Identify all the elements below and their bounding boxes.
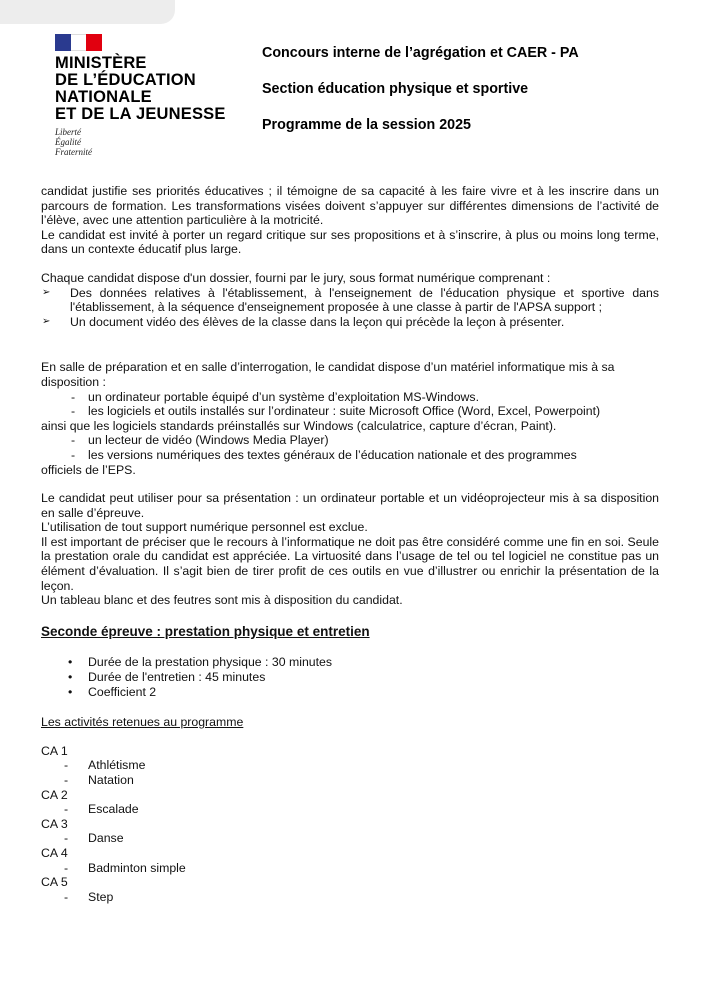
ca-label: CA 4	[41, 845, 68, 860]
document-body	[41, 184, 659, 904]
arrow-bullet-icon: ➢	[42, 315, 51, 327]
ca-label: CA 2	[41, 787, 68, 802]
ca-label: CA 5	[41, 875, 68, 890]
whiteboard-note: Un tableau blanc et des feutres sont mis à disposition du candidat.	[41, 593, 403, 608]
section-title: Section éducation physique et sportive	[262, 81, 529, 97]
arrow-bullet-icon: ➢	[42, 286, 51, 298]
list-item: • Durée de la prestation physique : 30 minutes	[68, 655, 333, 670]
activity-item: - Escalade	[64, 802, 139, 817]
ministry-name: MINISTÈRE DE L’ÉDUCATION NATIONALE ET DE LA JEUNESSE	[55, 54, 226, 123]
dossier-intro: Chaque candidat dispose d'un dossier, fourni par le jury, sous format numérique comprenant :	[41, 270, 551, 285]
session-title: Programme de la session 2025	[262, 117, 472, 133]
ministry-logo	[55, 34, 235, 157]
ca-label: CA 3	[41, 816, 68, 831]
it-usage-paragraph: Il est important de préciser que le recours à l’informatique ne doit pas être considéré comme une fin en soi. Seule la prestation orale du candidat est appréciée. La virtuosité dans l’usage de tel ou tel logiciel ne constitue pas un élément d’évaluation. Il s’agit bien de tirer profit de ces outils en vue d’illustrer ou enrichir la présentation de la leçon.	[41, 534, 659, 593]
critical-paragraph: Le candidat est invité à porter un regard critique sur ses propositions et à s’inscrire, à plus ou moins long terme, dans un contexte éducatif plus large.	[41, 227, 659, 257]
equipment-item-continued: ainsi que les logiciels standards préinstallés sur Windows (calculatrice, capture d’écran, Paint).	[41, 418, 557, 433]
equipment-intro: En salle de préparation et en salle d’interrogation, le candidat dispose d’un matériel informatique mis à sa disposition :	[41, 360, 615, 389]
ca-label: CA 1	[41, 743, 68, 758]
dossier-item: ➢ Un document vidéo des élèves de la classe dans la leçon qui précède la leçon à présenter.	[42, 314, 565, 329]
list-item: • Coefficient 2	[68, 684, 157, 699]
dossier-item: ➢ Des données relatives à l'établissement, à l'enseignement de l'éducation physique et sportive dans l'établissement, à la séquence d'enseignement proposée à une classe à partir de l'APSA support ;	[42, 285, 659, 315]
top-tab-fragment	[0, 0, 175, 24]
equipment-item-continued: officiels de l’EPS.	[41, 462, 136, 477]
intro-paragraph: candidat justifie ses priorités éducatives ; il témoigne de sa capacité à les faire vivre et à les inscrire dans un parcours de formation. Les transformations visées doivent s’appuyer sur différentes dimensions de l’activité de l’élève, avec une attention particulière à la motricité.	[41, 184, 659, 228]
activity-item: - Athlétisme	[64, 758, 146, 773]
exam-title: Concours interne de l’agrégation et CAER - PA	[262, 45, 579, 61]
presentation-paragraph: Le candidat peut utiliser pour sa présentation : un ordinateur portable et un vidéoprojecteur mis à sa disposition en salle d’épreuve.	[41, 491, 659, 520]
republic-motto: Liberté Égalité Fraternité	[55, 127, 92, 157]
second-exam-title: Seconde épreuve : prestation physique et entretien	[41, 623, 370, 639]
activity-item: - Step	[64, 889, 114, 904]
list-item: • Durée de l'entretien : 45 minutes	[68, 670, 266, 685]
activity-item: - Badminton simple	[64, 860, 186, 875]
second-exam-details	[41, 655, 659, 699]
document-header-titles	[262, 44, 579, 152]
activities-title: Les activités retenues au programme	[41, 715, 244, 730]
personal-device-rule: L’utilisation de tout support numérique personnel est exclue.	[41, 520, 368, 535]
equipment-item: - les logiciels et outils installés sur l’ordinateur : suite Microsoft Office (Word, Excel, Powerpoint)	[71, 404, 601, 419]
activity-item: - Danse	[64, 831, 124, 846]
flag-icon	[55, 34, 102, 51]
equipment-item: - un lecteur de vidéo (Windows Media Player)	[71, 433, 329, 448]
equipment-item: - un ordinateur portable équipé d’un système d’exploitation MS-Windows.	[71, 389, 479, 404]
activity-item: - Natation	[64, 773, 134, 787]
equipment-item: - les versions numériques des textes généraux de l’éducation nationale et des programmes	[71, 447, 577, 462]
